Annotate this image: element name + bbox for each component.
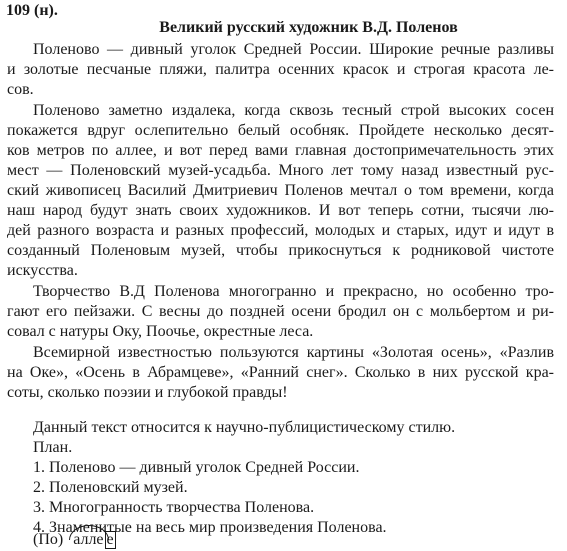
text-line: и золотые песчаные пляжи, палитра осенних красок и строгая красота ле- [7,61,554,78]
text-line: Творчество В.Д Поленова многогранно и прекрасно, но особенно тро- [33,283,554,300]
plan-heading: План. [33,439,73,456]
ending-box: е [106,531,114,548]
plan-item: 2. Поленовский музей. [33,479,188,496]
plan-item: 3. Многогранность творчества Поленова. [33,499,315,516]
plan-item: 4. Знаменитые на весь мир произведения Поленова. [33,519,387,536]
text-line: соты, сколько поэзии и глубокой правды! [7,384,288,401]
analyzed-word [71,529,117,551]
text-line: на Оке», «Осень в Абрамцеве», «Ранний снег». Сколько в них русской кра- [7,364,554,381]
text-line: ков метров по аллее, и вот перед вами главная достопримечательность этих [7,142,554,159]
prefix-part: (По) [33,531,64,548]
text-line: дей разного возраста и разных профессий, молодых и старых, идут и идут в [7,222,554,239]
exercise-number: 109 (н). [6,2,58,19]
text-line: ский живописец Василий Дмитриевич Поленов мечтал о том времени, когда [7,182,554,199]
root-part: алле [73,531,104,548]
plan-item: 1. Поленово — дивный уголок Средней России. [33,459,360,476]
word-analysis [33,529,118,551]
text-line: гают его пейзажи. С весны до поздней осени бродил он с мольбертом и ри- [7,303,554,320]
text-line: Поленово — дивный уголок Средней России. Широкие речные разливы [33,41,554,58]
text-line: мест — Поленовский музей-усадьба. Много лет тому назад известный рус- [7,162,554,179]
style-note: Данный текст относится к научно-публицистическому стилю. [33,419,456,436]
text-title: Великий русский художник В.Д. Поленов [159,19,458,36]
text-line: совал с натуры Оку, Поочье, окрестные леса. [7,323,314,340]
text-line: сов. [7,81,34,98]
text-line: искусства. [7,262,78,279]
text-line: наш народ будут знать своих художников. И вот теперь сотни, тысячи лю- [7,202,554,219]
text-line: созданный Поленовым музей, чтобы прикоснуться к родниковой чистоте [7,242,554,259]
text-line: Всемирной известностью пользуются картины «Золотая осень», «Разлив [33,344,554,361]
text-line: покажется вдруг ослепительно белый особняк. Пройдете несколько десят- [7,122,554,139]
text-line: Поленово заметно издалека, когда сквозь тесный строй высоких сосен [33,102,554,119]
